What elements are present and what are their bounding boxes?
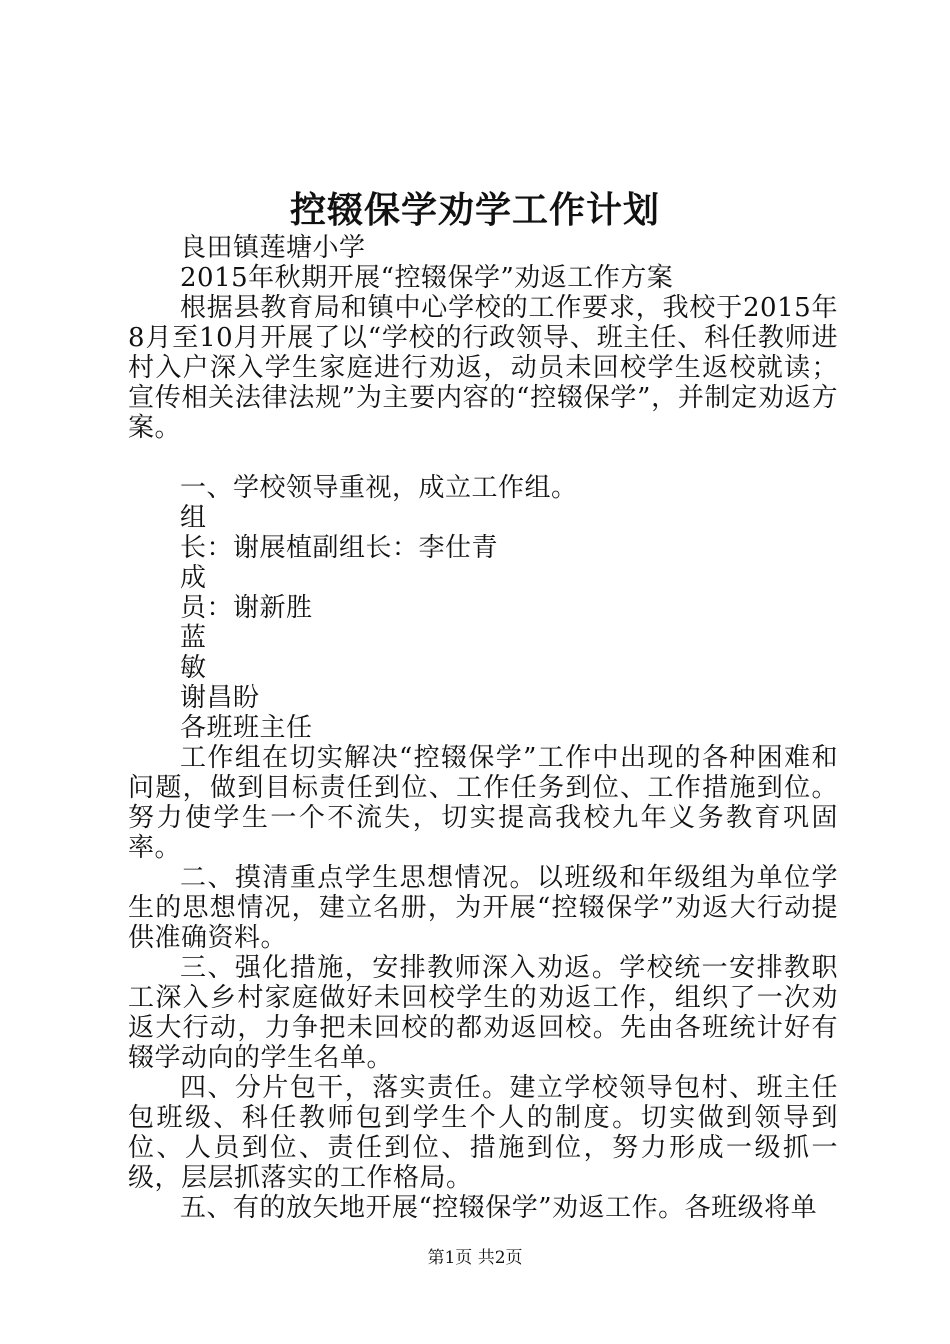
member-line: 成 <box>180 563 207 593</box>
section-1-heading: 一、学校领导重视，成立工作组。 <box>180 473 578 503</box>
section-5-paragraph: 五、有的放矢地开展“控辍保学”劝返工作。各班级将单 <box>180 1193 818 1223</box>
member-line: 各班班主任 <box>180 713 313 743</box>
section-3-paragraph: 三、强化措施，安排教师深入劝返。学校统一安排教职工深入乡村家庭做好未回校学生的劝返工作，组织了一次劝返大行动，力争把未回校的都劝返回校。先由各班统计好有辍学动向的学生名单。 <box>128 953 838 1073</box>
paragraph-gap <box>128 443 838 473</box>
member-line: 组 <box>180 503 207 533</box>
intro-paragraph: 根据县教育局和镇中心学校的工作要求，我校于2015年8月至10月开展了以“学校的行政领导、班主任、科任教师进村入户深入学生家庭进行劝返，动员未回校学生返校就读；宣传相关法律法规”为主要内容的“控辍保学”，并制定劝返方案。 <box>128 293 838 443</box>
school-name: 良田镇莲塘小学 <box>180 233 366 263</box>
page-number-footer: 第1页 共2页 <box>427 1248 523 1268</box>
plan-subtitle: 2015年秋期开展“控辍保学”劝返工作方案 <box>180 263 674 293</box>
document-body <box>128 233 838 1223</box>
member-line: 员：谢新胜 <box>180 593 313 623</box>
document-title: 控辍保学劝学工作计划 <box>289 189 660 231</box>
section-2-paragraph: 二、摸清重点学生思想情况。以班级和年级组为单位学生的思想情况，建立名册，为开展“控辍保学”劝返大行动提供准确资料。 <box>128 863 838 953</box>
section-1-body: 工作组在切实解决“控辍保学”工作中出现的各种困难和问题，做到目标责任到位、工作任务到位、工作措施到位。努力使学生一个不流失，切实提高我校九年义务教育巩固率。 <box>128 743 838 863</box>
member-line: 蓝 <box>180 623 207 653</box>
member-line: 谢昌盼 <box>180 683 260 713</box>
member-line: 敏 <box>180 653 207 683</box>
member-line: 长：谢展植副组长：李仕青 <box>180 533 499 563</box>
section-4-paragraph: 四、分片包干，落实责任。建立学校领导包村、班主任包班级、科任教师包到学生个人的制度。切实做到领导到位、人员到位、责任到位、措施到位，努力形成一级抓一级，层层抓落实的工作格局。 <box>128 1073 838 1193</box>
